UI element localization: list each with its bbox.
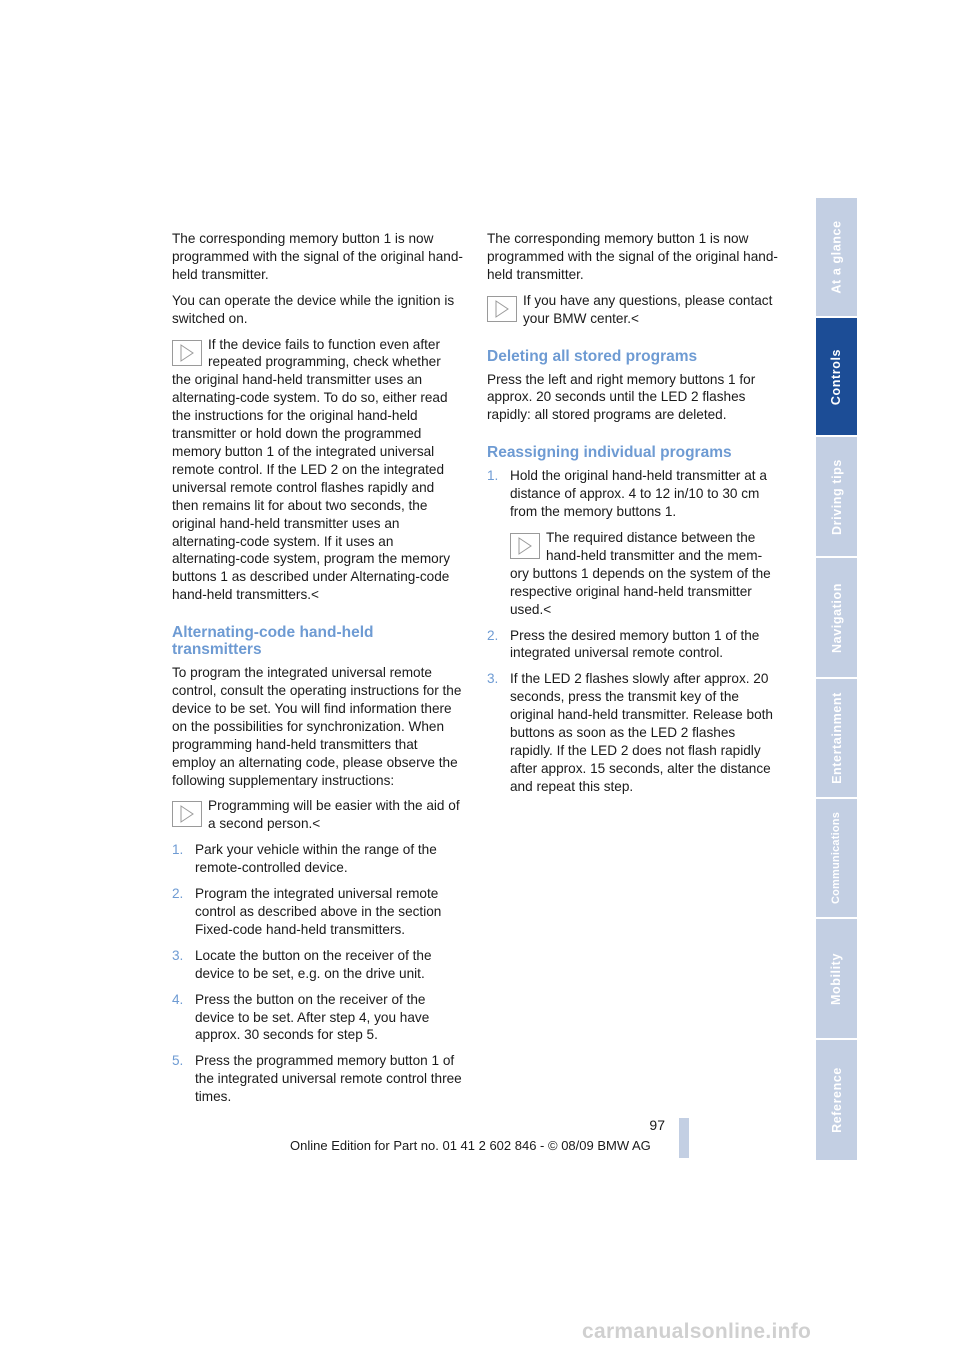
page-number: 97 (649, 1117, 665, 1133)
watermark: carmanualsonline.info (582, 1320, 812, 1343)
section-heading: Alternating-code hand-held transmitters (172, 624, 374, 659)
steps-list (172, 841, 464, 1106)
tab-label: Reference (829, 1067, 844, 1133)
note-text: the original hand-held transmitter uses an alternating-code system. To do so, either read the instructions for the original hand-held transmitter or hold down the programmed memory button 1 of the integrated universal remote control. If the LED 2 on the integrated universal remote control flashes rapidly and then remains lit for about two seconds, the original hand-held transmitter uses an alternating-code system. If it uses an alternating-code system, program the memory buttons 1 as described under Alternating-code hand-held transmitters.< (172, 372, 451, 603)
tab-label: Driving tips (829, 458, 844, 535)
step-number: 4. (172, 991, 184, 1007)
step-number: 3. (172, 947, 184, 963)
paragraph: Press the left and right memory buttons 1 for approx. 20 seconds until the LED 2 flashes rapidly: all stored programs are deleted. (487, 371, 756, 423)
tab-mobility[interactable] (816, 919, 857, 1038)
tab-label: Mobility (829, 952, 844, 1005)
note-text: ory buttons 1 depends on the system of the respective original hand-held transmitter used.< (510, 565, 771, 617)
note-triangle-icon (172, 340, 202, 366)
step-text: If the LED 2 flashes slowly after approx. 20 seconds, press the transmit key of the original hand-held transmitter. Release both buttons as soon as the LED 2 flashes rapidly. If the LED 2 does not flash rapidly after approx. 15 seconds, alter the distance and repeat this step. (510, 671, 773, 794)
note-block (487, 529, 779, 619)
step-number: 3. (487, 671, 499, 687)
step-text: Hold the original hand-held transmitter at a distance of approx. 4 to 12 in/10 to 30 cm from the memory buttons 1. (510, 468, 767, 520)
step-text: Park your vehicle within the range of the remote-controlled device. (195, 842, 437, 876)
note-text: The required distance between the hand-held transmitter and the mem- (546, 529, 763, 563)
tab-entertainment[interactable] (816, 679, 857, 797)
step-text: Locate the button on the receiver of the device to be set, e.g. on the drive unit. (195, 947, 432, 981)
step-number: 1. (487, 468, 499, 484)
left-column (172, 230, 464, 1114)
list-item (487, 670, 779, 795)
tab-controls[interactable] (816, 318, 857, 435)
tab-driving-tips[interactable] (816, 437, 857, 556)
tab-label: Controls (829, 348, 844, 405)
tab-label: At a glance (829, 220, 844, 294)
footer-text: Online Edition for Part no. 01 41 2 602 846 - © 08/09 BMW AG (290, 1138, 651, 1153)
tab-navigation[interactable] (816, 558, 857, 677)
step-text: Press the button on the receiver of the device to be set. After step 4, you have approx. 30 seconds for step 5. (195, 991, 430, 1043)
tab-at-a-glance[interactable] (816, 198, 857, 316)
paragraph: The corresponding memory button 1 is now programmed with the signal of the original hand-held transmitter. (172, 231, 463, 282)
note-block (487, 292, 779, 328)
list-item (172, 885, 464, 939)
note-triangle-icon (172, 801, 202, 827)
note-text: Programming will be easier with the aid of a second person.< (208, 798, 460, 832)
paragraph: You can operate the device while the ignition is switched on. (172, 292, 455, 326)
step-number: 2. (487, 627, 499, 643)
note-triangle-icon (510, 533, 540, 559)
paragraph: The corresponding memory button 1 is now programmed with the signal of the original hand-held transmitter. (487, 231, 778, 282)
right-column (487, 230, 779, 804)
step-number: 5. (172, 1053, 184, 1069)
steps-list (487, 627, 779, 796)
step-text: Press the programmed memory button 1 of the integrated universal remote control three times. (195, 1053, 462, 1105)
list-item (487, 467, 779, 521)
step-number: 1. (172, 842, 184, 858)
tab-communications[interactable] (816, 799, 857, 917)
list-item (172, 1052, 464, 1106)
note-text: If you have any questions, please contact your BMW center.< (523, 292, 773, 326)
tab-label: Entertainment (829, 692, 844, 784)
paragraph: To program the integrated universal remote control, consult the operating instructions for the device to be set. You will find information there on the possibilities for synchronization. When programming hand-held transmitters that employ an alternating code, please observe the following supplementary instructions: (172, 665, 462, 788)
section-heading: Reassigning individual programs (487, 444, 732, 462)
note-block (172, 336, 464, 605)
list-item (172, 991, 464, 1045)
note-triangle-icon (487, 296, 517, 322)
tab-label: Communications (830, 811, 843, 905)
tab-label: Navigation (829, 582, 844, 653)
section-heading: Deleting all stored programs (487, 347, 698, 365)
page-marker (679, 1118, 689, 1158)
list-item (172, 841, 464, 877)
step-text: Press the desired memory button 1 of the integrated universal remote control. (510, 627, 760, 661)
step-number: 2. (172, 886, 184, 902)
list-item (487, 627, 779, 663)
list-item (172, 947, 464, 983)
tab-reference[interactable] (816, 1040, 857, 1160)
note-text: If the device fails to function even after repeated programming, check whether (208, 336, 441, 370)
step-text: Program the integrated universal remote control as described above in the section Fixed-code hand-held transmitters. (195, 886, 442, 937)
steps-list (487, 467, 779, 521)
note-block (172, 797, 464, 833)
